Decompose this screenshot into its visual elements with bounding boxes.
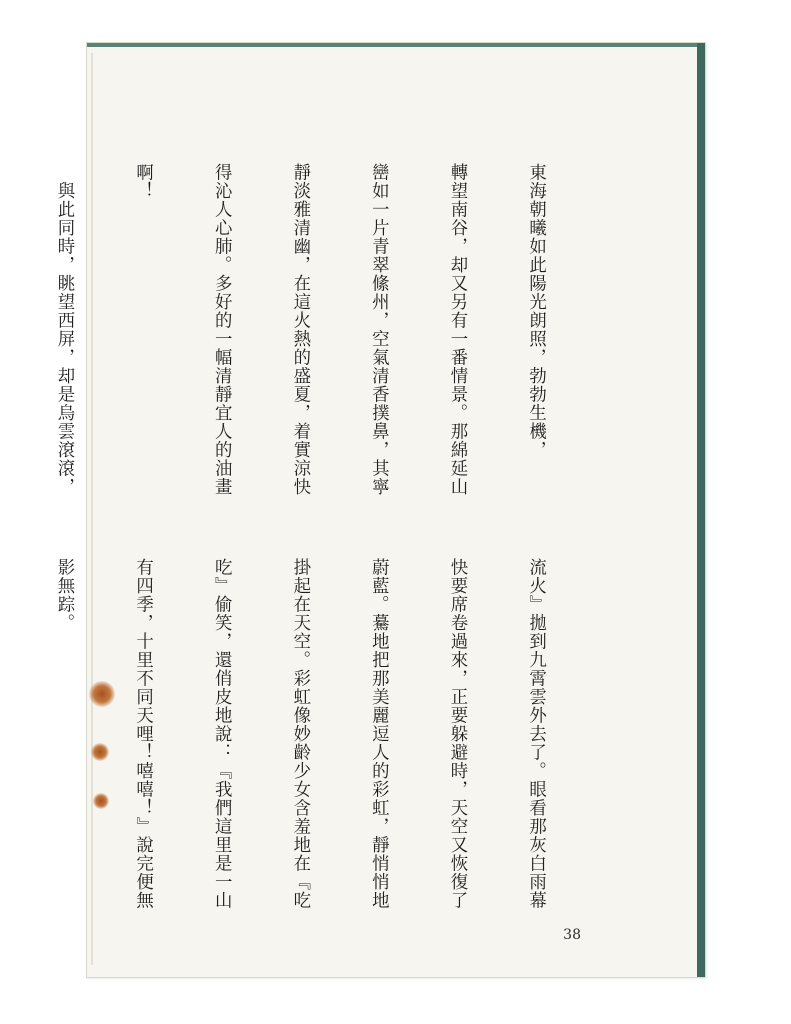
text-column: 有四季，十里不同天哩！嘻嘻！』說完便無 bbox=[132, 558, 153, 910]
text-column: 靜淡雅清幽，在這火熱的盛夏，着實涼快 bbox=[289, 163, 310, 496]
text-column: 蔚藍。驀地把那美麗逗人的彩虹，靜悄悄地 bbox=[368, 558, 389, 910]
text-column: 巒如一片青翠絛州，空氣清香撲鼻，其寧 bbox=[368, 163, 389, 496]
text-column: 影無踪。 bbox=[53, 558, 74, 632]
page-top-edge bbox=[87, 43, 705, 47]
text-column: 東海朝曦如此陽光朗照，勃勃生機， bbox=[525, 163, 546, 459]
text-column: 啊！ bbox=[132, 163, 153, 200]
text-column: 吃』偷笑，還俏皮地說：『我們這里是一山 bbox=[211, 558, 232, 910]
text-column: 得沁人心肺。多好的一幅清靜宜人的油畫 bbox=[211, 163, 232, 496]
text-column: 與此同時，眺望西屏，却是烏雲滾滾， bbox=[53, 163, 74, 496]
lower-text-block bbox=[0, 558, 601, 920]
text-column: 流火』拋到九霄雲外去了。眼看那灰白雨幕 bbox=[525, 558, 546, 910]
book-spine bbox=[697, 43, 705, 977]
text-column: 快要席卷過來，正要躲避時，天空又恢復了 bbox=[446, 558, 467, 910]
text-column: 掛起在天空。彩虹像妙齡少女含羞地在『吃 bbox=[289, 558, 310, 910]
upper-text-block bbox=[0, 163, 601, 533]
page-number: 38 bbox=[563, 927, 581, 943]
book-page bbox=[53, 42, 706, 978]
text-column: 轉望南谷，却又另有一番情景。那綿延山 bbox=[446, 163, 467, 496]
